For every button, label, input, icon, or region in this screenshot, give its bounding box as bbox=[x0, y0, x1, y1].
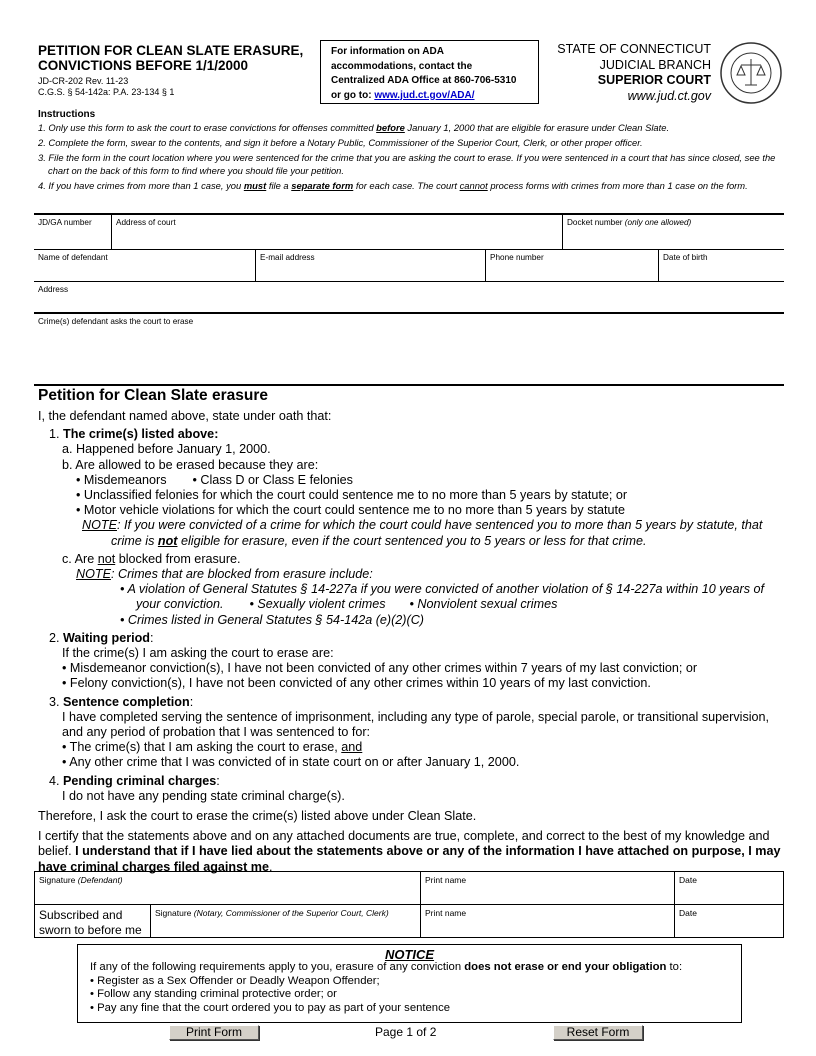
text: process forms with crimes from more than 1 case on the form. bbox=[487, 180, 748, 191]
text: and bbox=[341, 740, 363, 755]
text: If the crime(s) I am asking the court to erase are: bbox=[62, 646, 334, 661]
text: eligible for erasure, even if the court sentenced you to 5 years or less for that crime. bbox=[177, 533, 647, 548]
text: • Misdemeanor conviction(s), I have not been convicted of any other crimes within 7 years of my last conviction; or bbox=[62, 661, 698, 676]
text: cannot bbox=[459, 180, 488, 191]
label: Crime(s) defendant asks the court to erase bbox=[38, 317, 194, 326]
text: I understand that if I have lied about the statements above or any of the information I have attached on purpose, I may have criminal charges filed against me bbox=[38, 844, 781, 874]
instruction-3: 3. File the form in the court location where you were sentenced for the crime that you are asking the court to erase. If you were sentenced in a court that has since closed, see the chart on the back of this form to find where you should file your petition. bbox=[38, 152, 776, 176]
form-meta bbox=[38, 76, 174, 98]
text: • Crimes listed in General Statutes § 54-142a (e)(2)(C) bbox=[120, 612, 424, 627]
reset-form-button[interactable]: Reset Form bbox=[553, 1025, 643, 1040]
note-2 bbox=[38, 567, 788, 582]
notary-print-name-field[interactable] bbox=[420, 905, 674, 937]
instructions bbox=[38, 108, 783, 194]
label: JD/GA number bbox=[38, 218, 92, 227]
text: NOTE bbox=[76, 567, 111, 582]
text: • Class D or Class E felonies bbox=[192, 472, 353, 487]
crimes-field[interactable] bbox=[34, 314, 784, 384]
text: • Any other crime that I was convicted of in state court on or after January 1, 2000. bbox=[62, 755, 520, 770]
text: 4. bbox=[49, 773, 64, 788]
label: Address of court bbox=[116, 218, 176, 227]
text: crime is bbox=[111, 533, 158, 548]
instruction-4 bbox=[38, 179, 783, 192]
instruction-2: 2. Complete the form, swear to the contents, and sign it before a Notary Public, Commissioner of the Superior Court, Clerk, or other proper officer. bbox=[38, 137, 643, 148]
text: and any period of probation that I was sentenced to for: bbox=[62, 725, 371, 740]
text: must bbox=[243, 180, 267, 191]
text: Therefore, I ask the court to erase the crime(s) listed above under Clean Slate. bbox=[38, 809, 477, 824]
certification: I certify that the statements above and on any attached documents are true, complete, and correct to the best of my knowledge and belief. I understand that if I have lied about the statements above or any of the information I have attached on purpose, I may have criminal charges filed against me. bbox=[38, 829, 781, 874]
text: • The crime(s) that I am asking the court to erase, bbox=[62, 740, 342, 755]
note-1-cont bbox=[38, 534, 788, 549]
court-address-field[interactable] bbox=[111, 215, 562, 249]
text: NOTE bbox=[82, 518, 117, 533]
text: I do not have any pending state criminal charge(s). bbox=[62, 788, 345, 803]
email-field[interactable] bbox=[255, 250, 485, 281]
label: Date bbox=[679, 875, 697, 885]
text: • Unclassified felonies for which the court could sentence me to no more than 5 years by statute; or bbox=[76, 488, 628, 503]
title-line: PETITION FOR CLEAN SLATE ERASURE, bbox=[38, 43, 304, 58]
ada-line: Centralized ADA Office at 860-706-5310 bbox=[331, 75, 517, 86]
text: : Crimes that are blocked from erasure include: bbox=[110, 567, 373, 582]
ada-line: accommodations, contact the bbox=[331, 60, 473, 72]
divider bbox=[34, 384, 784, 386]
text: for each case. The court bbox=[353, 180, 460, 191]
ada-link[interactable]: www.jud.ct.gov/ADA/ bbox=[374, 89, 475, 101]
text: 3. bbox=[49, 694, 64, 709]
ada-box bbox=[320, 40, 539, 104]
ada-line: For information on ADA bbox=[331, 46, 444, 57]
label-note: (Notary, Commissioner of the Superior Court, Clerk) bbox=[193, 908, 389, 918]
court-block bbox=[557, 42, 711, 104]
form-title bbox=[38, 43, 303, 73]
text: file a bbox=[266, 180, 292, 191]
label: Name of defendant bbox=[38, 253, 108, 262]
notary-signature-field[interactable] bbox=[150, 905, 420, 937]
branch-name: JUDICIAL BRANCH bbox=[599, 57, 711, 72]
item-2: 2. Waiting period: bbox=[49, 630, 154, 645]
text: 1. bbox=[49, 427, 64, 442]
page-number: Page 1 of 2 bbox=[375, 1025, 437, 1039]
text: I certify that the statements above and on any attached documents are true, complete, and correct to the best of my knowledge and belief. bbox=[38, 829, 770, 859]
state-name: STATE OF CONNECTICUT bbox=[557, 42, 711, 56]
ada-line: or go to: bbox=[331, 89, 375, 101]
item-4: 4. Pending criminal charges: bbox=[49, 773, 220, 788]
text: • Nonviolent sexual crimes bbox=[409, 597, 558, 612]
text: Sentence completion bbox=[63, 694, 190, 709]
label-note: (Defendant) bbox=[77, 875, 123, 885]
text: • Felony conviction(s), I have not been convicted of any other crimes within 10 years of my last conviction. bbox=[62, 676, 651, 691]
docket-field[interactable] bbox=[562, 215, 784, 249]
text: c. Are bbox=[62, 551, 98, 566]
text: • Register as a Sex Offender or Deadly Weapon Offender; bbox=[90, 974, 380, 987]
date-field[interactable] bbox=[674, 872, 783, 904]
text: not bbox=[97, 551, 116, 566]
text: Pending criminal charges bbox=[63, 773, 217, 788]
text: separate form bbox=[291, 180, 354, 191]
label: E-mail address bbox=[260, 253, 315, 262]
label: Date bbox=[679, 908, 697, 918]
label: Docket number bbox=[567, 218, 625, 227]
text: The crime(s) listed above: bbox=[63, 427, 219, 442]
item-1c bbox=[38, 552, 788, 567]
print-name-field[interactable] bbox=[420, 872, 674, 904]
text: Waiting period bbox=[63, 630, 150, 645]
text: 1. Only use this form to ask the court to erase convictions for offenses committed bbox=[38, 122, 377, 133]
text: • Sexually violent crimes bbox=[249, 597, 386, 612]
instruction-1 bbox=[38, 121, 783, 134]
text: • Motor vehicle violations for which the court could sentence me to no more than 5 years by statute bbox=[76, 503, 626, 518]
label: Print name bbox=[425, 875, 467, 885]
form-number: JD-CR-202 Rev. 11-23 bbox=[38, 76, 129, 86]
defendant-signature-field[interactable] bbox=[35, 872, 420, 904]
text: I have completed serving the sentence of imprisonment, including any type of parole, special parole, or transitional supervision, bbox=[62, 709, 770, 724]
notice-heading: NOTICE bbox=[384, 947, 435, 962]
label: Signature bbox=[39, 875, 78, 885]
notary-date-field[interactable] bbox=[674, 905, 783, 937]
label-note: (only one allowed) bbox=[624, 218, 692, 227]
label: Phone number bbox=[490, 253, 544, 262]
text: • Misdemeanors bbox=[76, 472, 167, 487]
text: 4. If you have crimes from more than 1 case, you bbox=[38, 180, 244, 191]
address-field[interactable] bbox=[34, 282, 784, 312]
petition-body bbox=[38, 409, 788, 875]
label: Date of birth bbox=[663, 253, 708, 262]
case-fields bbox=[34, 213, 784, 384]
text: • Follow any standing criminal protective order; or bbox=[90, 988, 337, 1001]
note-1 bbox=[38, 518, 788, 533]
label: Address bbox=[38, 285, 69, 294]
text: • A violation of General Statutes § 14-227a if you were convicted of another violation of § 14-227a within 10 years of bbox=[120, 582, 765, 597]
dob-field[interactable] bbox=[658, 250, 784, 281]
signature-table bbox=[34, 871, 784, 938]
text: a. Happened before January 1, 2000. bbox=[62, 442, 271, 457]
item-3: 3. Sentence completion: bbox=[49, 694, 194, 709]
website: www.jud.ct.gov bbox=[627, 88, 711, 103]
phone-field[interactable] bbox=[485, 250, 658, 281]
text: before bbox=[376, 122, 405, 133]
jdga-field[interactable] bbox=[34, 215, 111, 249]
text: to: bbox=[666, 961, 683, 974]
judicial-seal-icon bbox=[719, 41, 783, 105]
item-1 bbox=[38, 427, 788, 442]
sworn-label: Subscribed and sworn to before me bbox=[39, 908, 142, 937]
text: blocked from erasure. bbox=[115, 551, 241, 566]
instructions-heading: Instructions bbox=[38, 109, 96, 120]
label: Signature bbox=[155, 908, 194, 918]
print-form-button[interactable]: Print Form bbox=[169, 1025, 259, 1040]
court-name: SUPERIOR COURT bbox=[597, 73, 711, 87]
text: b. Are allowed to be erased because they are: bbox=[62, 457, 319, 472]
text: • Pay any fine that the court ordered you to pay as part of your sentence bbox=[90, 1001, 451, 1014]
text: : If you were convicted of a crime for which the court could have sentenced you to more than 5 years by statute, that bbox=[116, 518, 763, 533]
label: Print name bbox=[425, 908, 467, 918]
petition-heading: Petition for Clean Slate erasure bbox=[38, 387, 268, 404]
text: does not erase or end your obligation bbox=[464, 961, 667, 974]
title-line: CONVICTIONS BEFORE 1/1/2000 bbox=[38, 58, 249, 73]
statute: C.G.S. § 54-142a: P.A. 23-134 § 1 bbox=[38, 87, 175, 97]
notice-box bbox=[77, 944, 742, 1023]
text: January 1, 2000 that are eligible for erasure under Clean Slate. bbox=[404, 122, 670, 133]
text: 2. bbox=[49, 630, 64, 645]
text: not bbox=[157, 533, 178, 548]
defendant-name-field[interactable] bbox=[34, 250, 255, 281]
text: If any of the following requirements apply to you, erasure of any conviction bbox=[90, 961, 465, 974]
text: I, the defendant named above, state under oath that: bbox=[38, 409, 332, 423]
text: your conviction. bbox=[136, 597, 224, 612]
